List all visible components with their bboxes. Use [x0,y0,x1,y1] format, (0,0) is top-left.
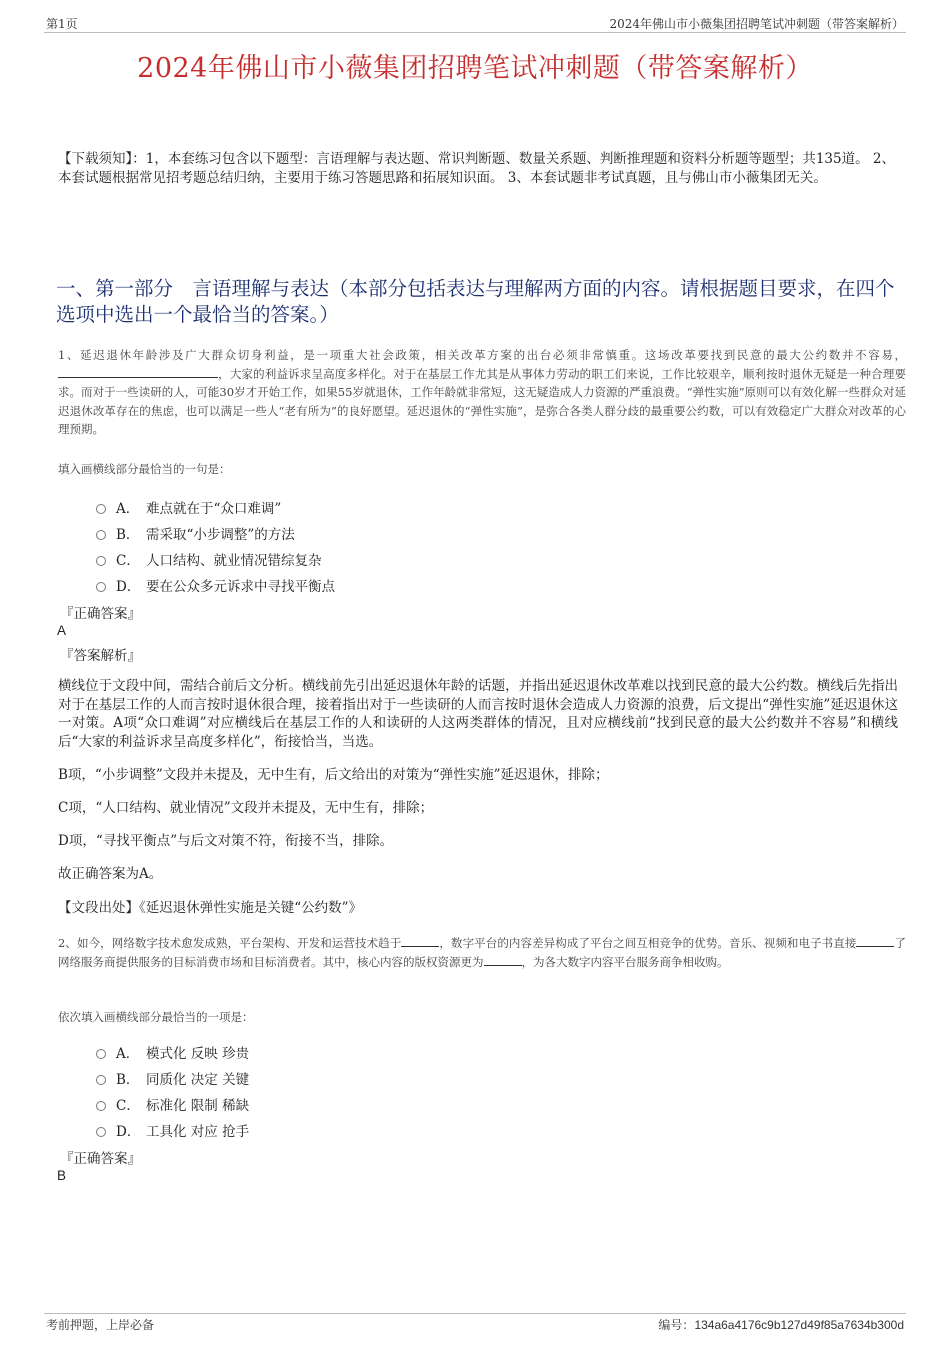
option-label: A． [116,501,140,517]
question-2-option-a[interactable] [96,1039,249,1065]
section-heading: 一、第一部分 言语理解与表达（本部分包括表达与理解两方面的内容。请根据题目要求，在四个选项中选出一个最恰当的答案。） [56,277,895,326]
question-1-instruction: 填入画横线部分最恰当的一句是： [58,462,231,476]
question-2-blank-3 [484,954,522,966]
question-2-option-b[interactable] [96,1065,249,1091]
question-2-blank-1 [401,935,439,947]
option-text: 模式化 反映 珍贵 [146,1046,250,1062]
footer-code-value: 134a6a4176c9b127d49f85a7634b300d [694,1318,904,1332]
question-2-answer: B [57,1168,67,1183]
analysis-paragraph-4: D项，“寻找平衡点”与后文对策不符，衔接不当，排除。 [58,833,394,849]
question-2-text [58,934,906,971]
question-1-option-b[interactable] [96,520,335,546]
page-footer [44,1313,906,1332]
footer-code-label: 编号： [658,1318,695,1332]
question-2-part-2: ，数字平台的内容差异构成了平台之间互相竞争的优势。音乐、视频和电子书直接 [439,936,857,950]
question-1-answer-label: 『正确答案』 [60,606,141,622]
option-label: B． [116,527,140,543]
option-text: 标准化 限制 稀缺 [146,1098,250,1114]
analysis-paragraph-1: 横线位于文段中间，需结合前后文分析。横线前先引出延迟退休年龄的话题，并指出延迟退休改革难以找到民意的最大公约数。横线后先指出对于在基层工作的人而言按时退休很合理，接着指出对于一些读研的人而言按时退休会造成人力资源的浪费，后文提出“弹性实施”延迟退休这一对策。A项“众口难调”对应横线后在基层工作的人和读研的人这两类群体的情况，且对应横线前“找到民意的最大公约数并不容易”和横线后“大家的利益诉求呈高度多样化”，衔接恰当，当选。 [58,678,898,750]
footer-slogan: 考前押题，上岸必备 [46,1318,155,1332]
analysis-paragraph-2: B项，“小步调整”文段并未提及，无中生有，后文给出的对策为“弹性实施”延迟退休，排除； [58,767,609,783]
analysis-paragraph-3: C项，“人口结构、就业情况”文段并未提及，无中生有，排除； [58,800,434,816]
radio-icon[interactable] [96,556,106,566]
radio-icon[interactable] [96,504,106,514]
question-1-source: 【文段出处】《延迟退休弹性实施是关键“公约数”》 [58,900,363,916]
option-label: A． [116,1046,140,1062]
header-doc-title: 2024年佛山市小薇集团招聘笔试冲刺题（带答案解析） [609,17,904,31]
question-1-option-a[interactable] [96,494,335,520]
question-2-part-3: 了网络服务商提供服务的目标消费市场和目标消费者。其中，核心内容的版权资源更为 [58,936,907,969]
question-2-option-c[interactable] [96,1091,249,1117]
option-text: 同质化 决定 关键 [146,1072,250,1088]
question-2-blank-2 [856,935,894,947]
question-1-part-1: 1、延迟退休年龄涉及广大群众切身利益，是一项重大社会政策，相关改革方案的出台必须非常慎重。这场改革要找到民意的最大公约数并不容易， [58,348,906,362]
radio-icon[interactable] [96,1075,106,1085]
question-1-text [58,346,906,439]
radio-icon[interactable] [96,1101,106,1111]
radio-icon[interactable] [96,582,106,592]
question-2-instruction: 依次填入画横线部分最恰当的一项是： [58,1010,254,1024]
page-number: 第1页 [46,17,78,31]
radio-icon[interactable] [96,1127,106,1137]
footer-code [658,1316,904,1333]
option-label: D． [116,1124,141,1140]
question-2-part-1: 2、如今，网络数字技术愈发成熟，平台架构、开发和运营技术趋于 [58,936,402,950]
option-text: 要在公众多元诉求中寻找平衡点 [146,579,335,595]
analysis-paragraph-5: 故正确答案为A。 [58,866,163,882]
radio-icon[interactable] [96,530,106,540]
radio-icon[interactable] [96,1049,106,1059]
download-notice: 【下载须知】：1，本套练习包含以下题型：言语理解与表达题、常识判断题、数量关系题、判断推理题和资料分析题等题型；共135道。 2、本套试题根据常见招考题总结归纳，主要用于练习答题思路和拓展知识面。 3、本套试题非考试真题，且与佛山市小薇集团无关。 [58,151,895,186]
option-text: 工具化 对应 抢手 [146,1124,250,1140]
question-1-part-2: ，大家的利益诉求呈高度多样化。对于在基层工作尤其是从事体力劳动的职工们来说，工作比较艰辛，顺利按时退休无疑是一种合理要求。而对于一些读研的人，可能30岁才开始工作，如果55岁就退休，工作年龄就非常短，这无疑造成人力资源的严重浪费。“弹性实施”原则可以有效化解一些群众对延迟退休改革存在的焦虑，也可以满足一些人“老有所为”的良好愿望。延迟退休的“弹性实施”，是弥合各类人群分歧的最重要公约数，可以有效稳定广大群众对改革的心理预期。 [58,366,906,436]
page-header [44,14,906,33]
question-2-part-4: ，为各大数字内容平台服务商争相收购。 [521,954,729,969]
question-2-answer-label: 『正确答案』 [60,1151,141,1167]
option-label: B． [116,1072,140,1088]
question-1-analysis-label: 『答案解析』 [60,648,141,664]
question-1-answer: A [57,623,67,638]
option-text: 难点就在于“众口难调” [146,501,282,517]
option-text: 需采取“小步调整”的方法 [146,527,295,543]
question-1-option-d[interactable] [96,572,335,598]
question-2-options [96,1039,249,1143]
question-2-option-d[interactable] [96,1117,249,1143]
option-label: C． [116,553,140,569]
option-label: C． [116,1098,140,1114]
question-1-options [96,494,335,598]
option-label: D． [116,579,141,595]
option-text: 人口结构、就业情况错综复杂 [146,553,322,569]
document-title: 2024年佛山市小薇集团招聘笔试冲刺题（带答案解析） [137,53,813,84]
question-1-blank [58,366,218,378]
question-1-option-c[interactable] [96,546,335,572]
